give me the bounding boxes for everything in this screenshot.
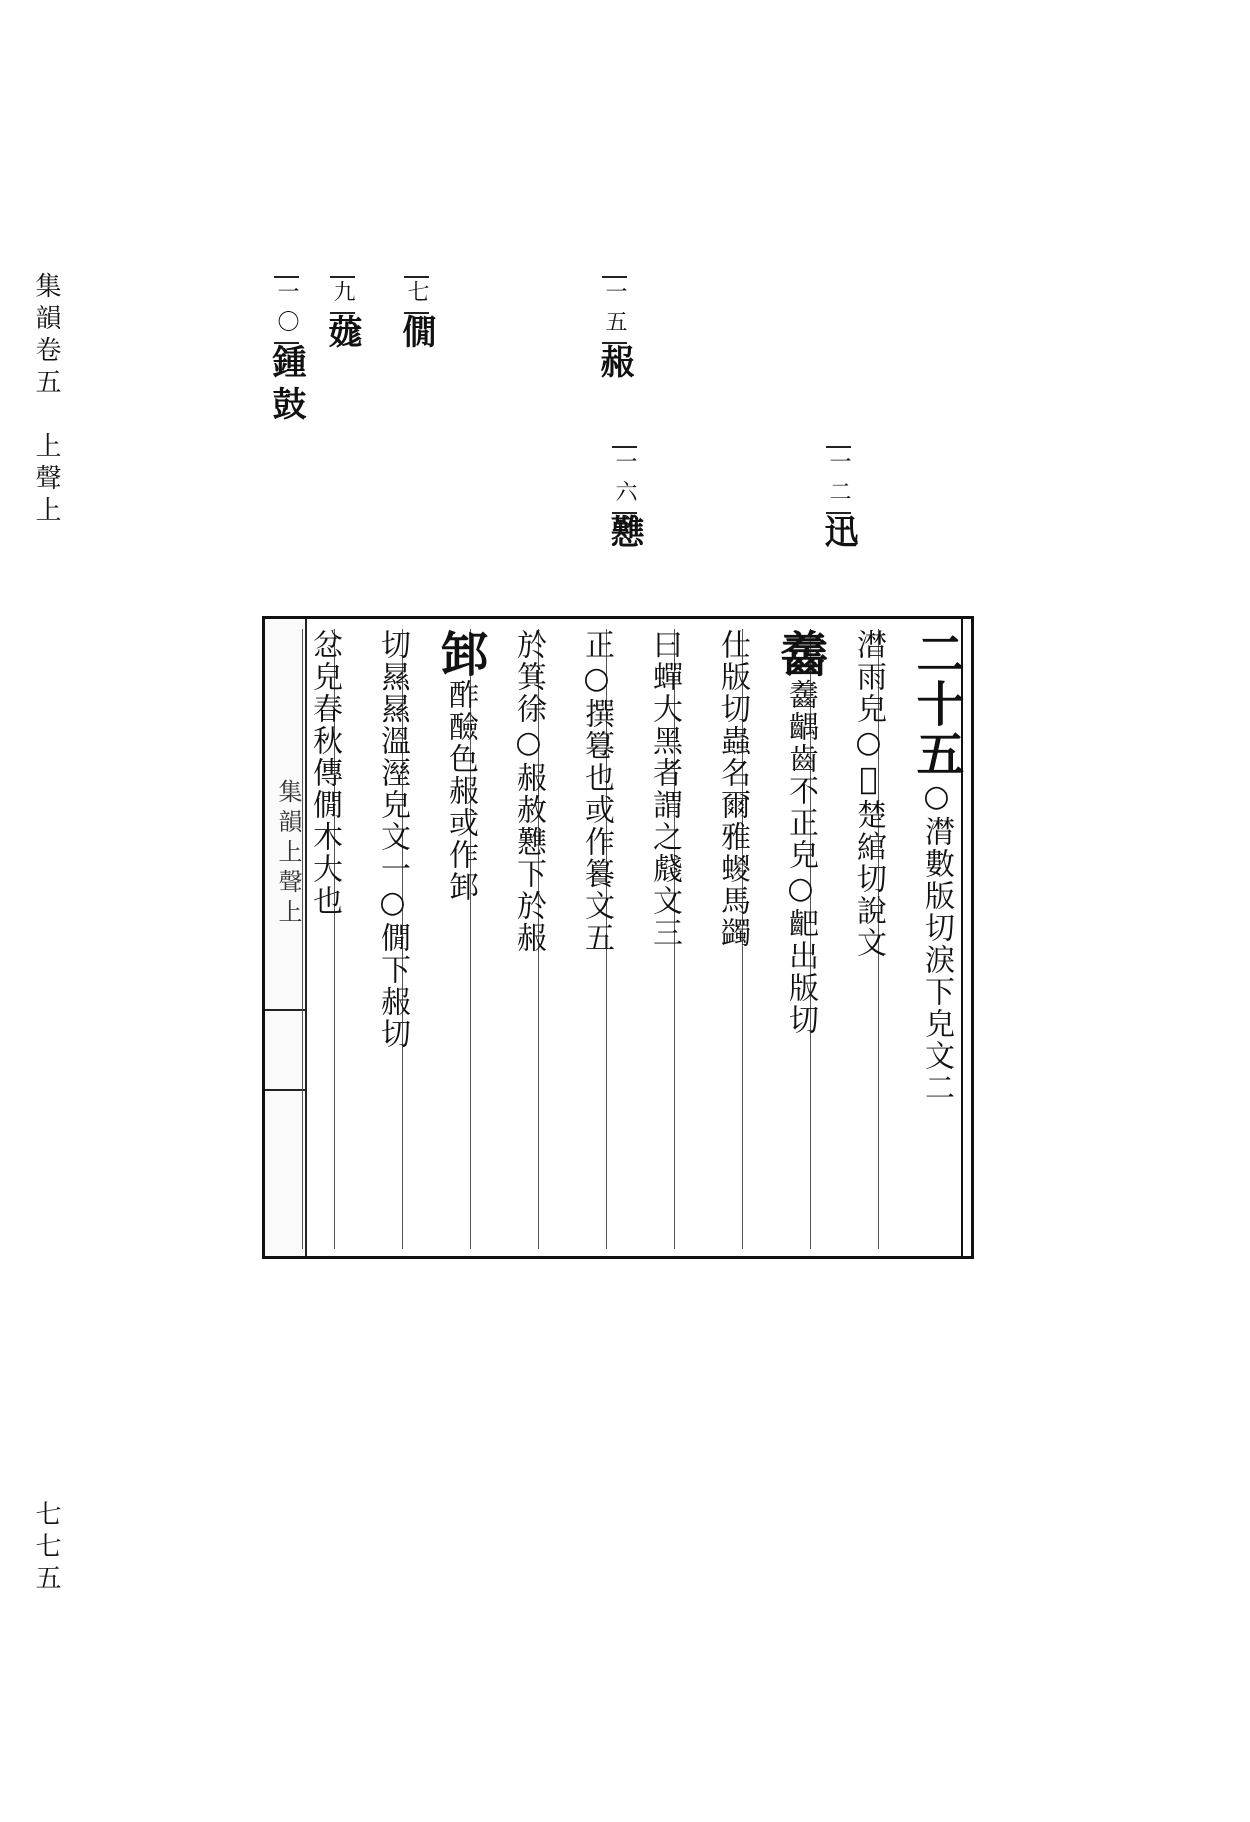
text-column-2 <box>810 629 887 1249</box>
text-column-6 <box>538 629 615 1249</box>
text-column-4 <box>674 629 751 1249</box>
text-column-10 <box>302 629 343 1249</box>
page-number: 七七五 <box>31 1500 61 1596</box>
column-head: 䣃 <box>432 629 488 679</box>
note-number: 一六 <box>612 446 637 514</box>
note-number: 一〇 <box>274 276 299 344</box>
note-number: 一五 <box>602 276 627 344</box>
column-text: 澘雨皃○𩥕楚綰切說文 <box>851 629 886 959</box>
running-head: 集韻卷五 上聲上 <box>31 272 61 528</box>
column-head: 齹 <box>772 629 828 679</box>
note-10 <box>262 276 311 428</box>
margin-tick <box>265 1009 305 1011</box>
note-number: 七 <box>404 276 429 314</box>
column-text: 酢醶色赧或作䣃 <box>443 679 478 903</box>
note-char: 僩 <box>396 314 436 356</box>
text-column-8 <box>402 629 488 1249</box>
column-text: ○潸數版切淚下皃文二 <box>919 779 954 1104</box>
text-column-9 <box>334 629 411 1249</box>
text-column-1 <box>878 629 964 1249</box>
column-text: 齹齵齒不正皃○䶕出版切 <box>783 679 818 1036</box>
column-text: 於箕徐○赧赦戁下於赧 <box>511 629 546 954</box>
note-15 <box>590 276 639 386</box>
note-char: 迅 <box>818 514 858 556</box>
note-7 <box>392 276 441 356</box>
note-number: 九 <box>330 276 355 314</box>
text-column-3 <box>742 629 828 1249</box>
column-text: 忿皃春秋傳僩木大也 <box>307 629 342 917</box>
block-margin-text: 集韻上聲上 <box>274 779 302 929</box>
note-char: 戁 <box>604 514 644 556</box>
note-number: 一二 <box>826 446 851 514</box>
text-column-5 <box>606 629 683 1249</box>
column-text: 切㬎㬎溫溼皃文一○僩下赧切 <box>375 629 410 1050</box>
text-column-7 <box>470 629 547 1249</box>
note-12 <box>814 446 863 556</box>
note-char: 䓼 <box>322 314 362 356</box>
note-16 <box>600 446 649 556</box>
column-text: 仕版切蟲名爾雅蝬馬蠲 <box>715 629 750 949</box>
margin-tick <box>265 1089 305 1091</box>
note-char: 赧 <box>594 344 634 386</box>
column-text: 曰蟬大黑者謂之虥文三 <box>647 629 682 949</box>
column-text: 正○撰篹也或作籑文五 <box>579 629 614 954</box>
block-margin-strip <box>265 619 307 1256</box>
column-head: 二十五 <box>908 629 964 779</box>
woodblock-text-block <box>262 616 974 1259</box>
note-9 <box>318 276 367 356</box>
note-char: 鍾鼓 <box>266 344 306 428</box>
